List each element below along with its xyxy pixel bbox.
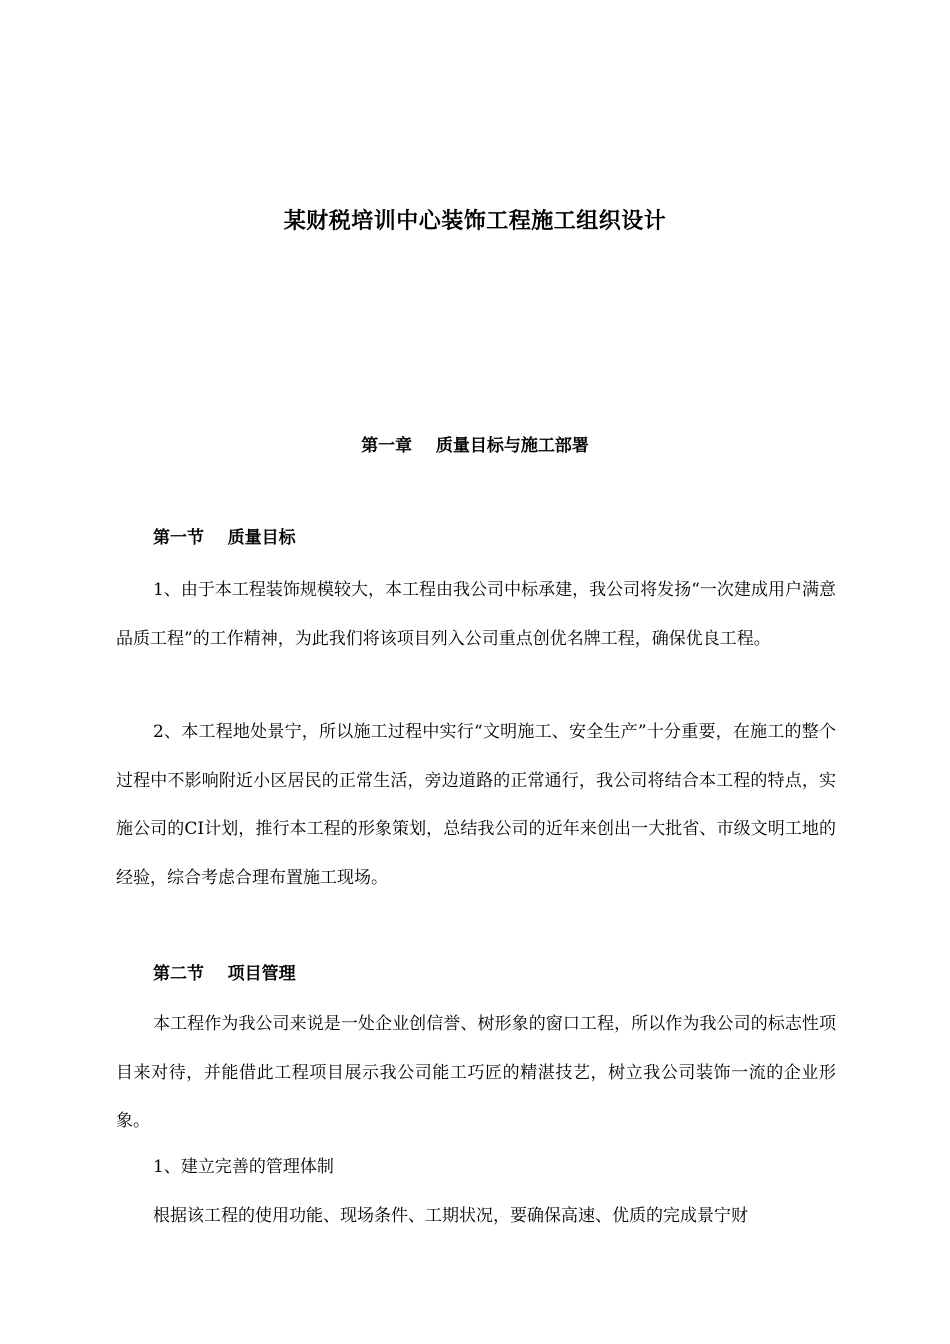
section-heading-quality-goals: 第一节 质量目标 bbox=[153, 528, 296, 548]
document-title: 某财税培训中心装饰工程施工组织设计 bbox=[283, 209, 667, 234]
paragraph-management-system-body: 根据该工程的使用功能、现场条件、工期状况，要确保高速、优质的完成景宁财 bbox=[153, 1206, 748, 1226]
paragraph-quality-goal-1: 1、由于本工程装饰规模较大，本工程由我公司中标承建，我公司将发扬“一次建成用户满意品质工程”的工作精神，为此我们将该项目列入公司重点创优名牌工程，确保优良工程。 bbox=[116, 580, 836, 649]
section-heading-project-management: 第二节 项目管理 bbox=[153, 964, 296, 984]
chapter-title: 第一章 质量目标与施工部署 bbox=[361, 436, 589, 456]
paragraph-quality-goal-2: 2、本工程地处景宁，所以施工过程中实行“文明施工、安全生产”十分重要，在施工的整个过程中不影响附近小区居民的正常生活，旁边道路的正常通行，我公司将结合本工程的特点，实施公司的CI计划，推行本工程的形象策划，总结我公司的近年来创出一大批省、市级文明工地的经验，综合考虑合理布置施工现场。 bbox=[116, 722, 836, 888]
paragraph-management-system-heading: 1、建立完善的管理体制 bbox=[153, 1157, 334, 1177]
paragraph-project-management-intro: 本工程作为我公司来说是一处企业创信誉、树形象的窗口工程，所以作为我公司的标志性项目来对待，并能借此工程项目展示我公司能工巧匠的精湛技艺，树立我公司装饰一流的企业形象。 bbox=[116, 1014, 836, 1131]
